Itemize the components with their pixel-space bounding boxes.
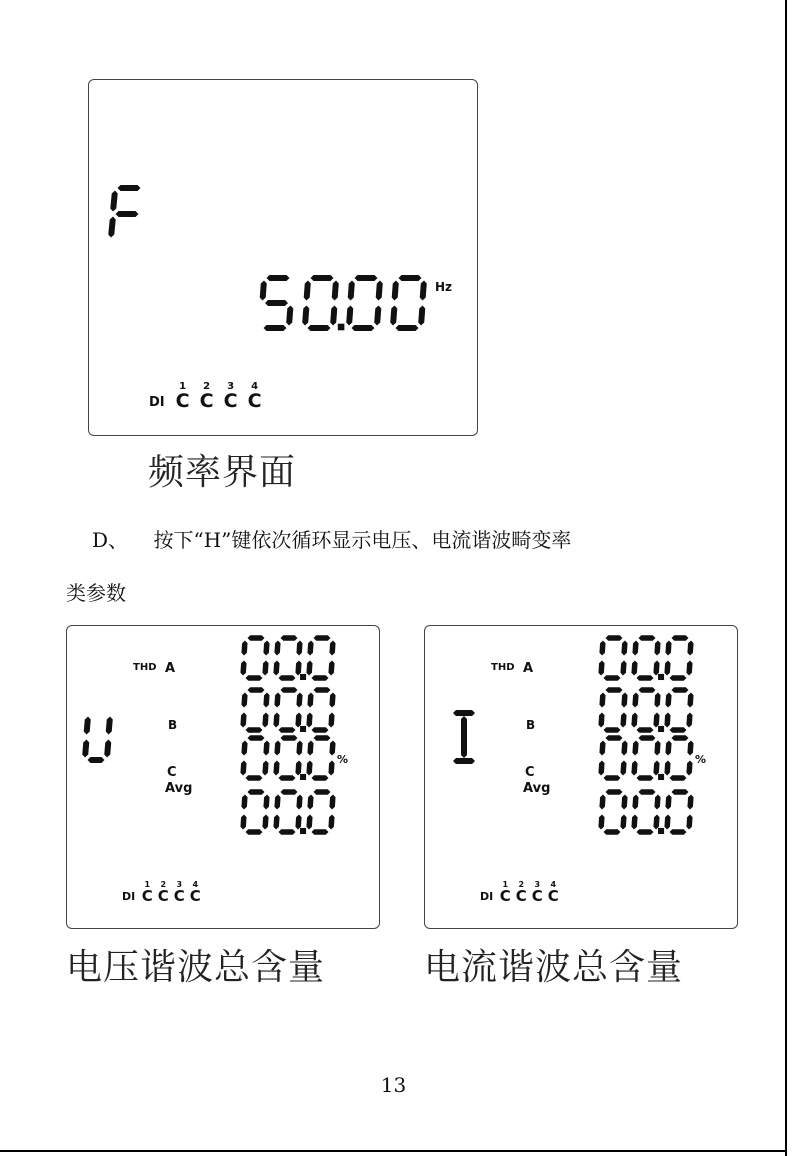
- mode-letter-U-seg-b: [106, 717, 113, 735]
- thd-row-3-digit-seg-c: [295, 761, 301, 776]
- thd-row-3-digit-seg-f: [665, 741, 671, 756]
- thd-row-4-digit-seg-f: [665, 795, 671, 810]
- phase-b-label: B: [526, 718, 536, 732]
- phase-c-label: C: [167, 765, 177, 780]
- di-channel-1: 1 C: [499, 880, 511, 905]
- average-label: Avg: [523, 781, 551, 796]
- di-channel-3: 3 C: [173, 880, 185, 905]
- thd-row-4-digit-seg-f: [274, 795, 280, 810]
- thd-row-2-digit-seg-e: [240, 713, 246, 728]
- thd-row-2-digit-seg-f: [632, 693, 638, 708]
- thd-row-3-digit-seg-e: [631, 761, 637, 776]
- thd-row-2-digit-seg-d: [670, 727, 687, 733]
- thd-row-2-digit-seg-e: [306, 713, 312, 728]
- thd-row-4-digit-seg-a: [281, 789, 298, 795]
- thd-row-3-digit-seg-d: [312, 775, 329, 781]
- thd-row-4-digit-seg-d: [637, 829, 654, 835]
- phase-a-label: A: [523, 661, 534, 676]
- mode-letter-U-seg-f: [84, 717, 91, 735]
- thd-row-2-digit-seg-a: [672, 687, 689, 693]
- thd-row-1-digit-seg-c: [262, 661, 268, 676]
- thd-row-1-digit-seg-b: [654, 641, 660, 656]
- phase-a-label: A: [165, 661, 176, 676]
- frequency-value-digit-seg-c: [330, 306, 337, 326]
- thd-row-3-digit-seg-c: [620, 761, 626, 776]
- mode-letter-F-seg-g: [116, 211, 139, 217]
- thd-row-1-digit-seg-e: [631, 661, 637, 676]
- thd-row-3-digit-seg-c: [262, 761, 268, 776]
- phase-b-label: B: [168, 718, 178, 732]
- thd-row-2-digit-seg-e: [631, 713, 637, 728]
- thd-row-1-digit-seg-e: [240, 661, 246, 676]
- thd-row-2-digit-seg-b: [296, 693, 302, 708]
- frequency-value-digit-seg-f: [260, 281, 267, 301]
- thd-row-1-digit-seg-f: [665, 641, 671, 656]
- thd-row-3-digit-seg-d: [604, 775, 621, 781]
- frequency-value-digit-seg-a: [355, 275, 378, 281]
- mode-letter-U-seg-d: [88, 757, 105, 763]
- instruction-line-1: D、 按下“H”键依次循环显示电压、电流谐波畸变率: [92, 528, 572, 552]
- thd-row-2-digit-seg-c: [262, 713, 268, 728]
- frequency-value-digit-seg-a: [399, 275, 422, 281]
- thd-row-1-digit-seg-c: [620, 661, 626, 676]
- average-label: Avg: [165, 781, 193, 796]
- thd-row-2-digit-seg-a: [639, 687, 656, 693]
- thd-row-2-digit-seg-d: [604, 727, 621, 733]
- thd-row-2-digit-seg-b: [621, 693, 627, 708]
- thd-row-4-digit-seg-b: [296, 795, 302, 810]
- page-border-bottom: [0, 1150, 787, 1152]
- thd-row-4-decimal-point: [300, 828, 306, 834]
- thd-row-2-digit-seg-b: [687, 693, 693, 708]
- voltage-lcd-segments: [67, 626, 379, 928]
- thd-row-4-digit-seg-a: [672, 789, 689, 795]
- mode-letter-U-seg-e: [82, 740, 89, 758]
- di-channel-2: 2 C: [199, 381, 214, 412]
- thd-row-1-decimal-point: [300, 674, 306, 680]
- thd-row-1-digit-seg-c: [686, 661, 692, 676]
- frequency-value-digit-seg-f: [392, 281, 399, 301]
- thd-row-3-digit-seg-f: [632, 741, 638, 756]
- thd-row-2-digit-seg-c: [653, 713, 659, 728]
- thd-row-4-digit-seg-d: [670, 829, 687, 835]
- frequency-value-digit-seg-d: [396, 325, 419, 331]
- thd-row-1-digit-seg-a: [606, 635, 623, 641]
- frequency-value-digit-seg-a: [311, 275, 334, 281]
- thd-row-1-digit-seg-c: [653, 661, 659, 676]
- thd-row-3-digit-seg-d: [279, 775, 296, 781]
- percent-unit-label: %: [695, 753, 707, 766]
- mode-letter-U-seg-c: [104, 740, 111, 758]
- thd-row-2-digit-seg-f: [599, 693, 605, 708]
- thd-row-2-digit-seg-f: [307, 693, 313, 708]
- thd-row-3-digit-seg-e: [664, 761, 670, 776]
- frequency-lcd-segments: [89, 80, 477, 435]
- thd-row-4-digit-seg-f: [632, 795, 638, 810]
- thd-row-1-digit-seg-f: [241, 641, 247, 656]
- thd-row-4-digit-seg-b: [687, 795, 693, 810]
- thd-row-4-digit-seg-b: [654, 795, 660, 810]
- thd-row-1-digit-seg-f: [632, 641, 638, 656]
- thd-row-4-digit-seg-d: [312, 829, 329, 835]
- di-label: DI: [122, 890, 136, 903]
- thd-row-4-digit-seg-c: [653, 815, 659, 830]
- thd-row-1-digit-seg-e: [306, 661, 312, 676]
- thd-row-1-digit-seg-a: [639, 635, 656, 641]
- thd-row-4-digit-seg-f: [241, 795, 247, 810]
- thd-row-4-digit-seg-b: [621, 795, 627, 810]
- thd-row-3-digit-seg-e: [598, 761, 604, 776]
- di-channel-4: 4 C: [189, 880, 201, 905]
- thd-label: THD: [491, 662, 515, 673]
- percent-unit-label: %: [337, 753, 349, 766]
- thd-row-3-digit-seg-d: [246, 775, 263, 781]
- frequency-value-decimal-point: [338, 324, 345, 331]
- thd-row-3-digit-seg-c: [328, 761, 334, 776]
- thd-row-1-digit-seg-e: [598, 661, 604, 676]
- thd-row-1-digit-seg-b: [621, 641, 627, 656]
- di-channel-1: 1 C: [175, 381, 190, 412]
- frequency-value-digit-seg-a: [267, 275, 290, 281]
- thd-row-2-digit-seg-e: [598, 713, 604, 728]
- thd-row-2-digit-seg-f: [665, 693, 671, 708]
- thd-row-1-digit-seg-f: [599, 641, 605, 656]
- thd-row-3-digit-seg-b: [296, 741, 302, 756]
- di-channel-4: 4 C: [247, 381, 262, 412]
- thd-row-2-digit-seg-d: [246, 727, 263, 733]
- current-screen-caption: 电流谐波总含量: [424, 947, 684, 988]
- thd-row-4-digit-seg-c: [686, 815, 692, 830]
- di-label: DI: [149, 395, 165, 410]
- thd-row-3-digit-seg-d: [670, 775, 687, 781]
- frequency-value-digit-seg-e: [346, 306, 353, 326]
- thd-row-4-digit-seg-a: [639, 789, 656, 795]
- thd-row-4-digit-seg-d: [604, 829, 621, 835]
- mode-letter-F-seg-f: [110, 191, 117, 212]
- thd-row-4-digit-seg-c: [262, 815, 268, 830]
- thd-row-1-digit-seg-c: [295, 661, 301, 676]
- thd-row-1-digit-seg-d: [637, 675, 654, 681]
- frequency-screen-caption: 频率界面: [148, 452, 297, 493]
- thd-row-3-digit-seg-e: [306, 761, 312, 776]
- thd-row-2-digit-seg-c: [620, 713, 626, 728]
- thd-row-4-digit-seg-c: [295, 815, 301, 830]
- thd-row-4-digit-seg-e: [664, 815, 670, 830]
- thd-row-4-digit-seg-e: [598, 815, 604, 830]
- thd-row-1-decimal-point: [658, 674, 664, 680]
- frequency-value-digit-seg-c: [418, 306, 425, 326]
- thd-row-1-digit-seg-c: [328, 661, 334, 676]
- frequency-value-digit-seg-c: [374, 306, 381, 326]
- thd-row-1-digit-seg-d: [604, 675, 621, 681]
- thd-row-2-digit-seg-f: [241, 693, 247, 708]
- thd-row-1-digit-seg-e: [664, 661, 670, 676]
- frequency-lcd-screen: [88, 79, 478, 436]
- thd-row-3-digit-seg-a: [672, 735, 689, 741]
- thd-row-1-digit-seg-f: [274, 641, 280, 656]
- thd-row-2-digit-seg-e: [273, 713, 279, 728]
- thd-row-3-digit-seg-f: [599, 741, 605, 756]
- thd-row-3-digit-seg-a: [639, 735, 656, 741]
- thd-row-4-digit-seg-f: [307, 795, 313, 810]
- mode-letter-F-seg-a: [118, 185, 141, 191]
- page-number: 13: [380, 1073, 407, 1097]
- thd-row-2-digit-seg-b: [329, 693, 335, 708]
- di-channel-3: 3 C: [531, 880, 543, 905]
- thd-row-2-decimal-point: [658, 726, 664, 732]
- thd-row-3-digit-seg-a: [281, 735, 298, 741]
- frequency-value-digit-seg-e: [302, 306, 309, 326]
- thd-row-1-digit-seg-a: [672, 635, 689, 641]
- thd-row-2-digit-seg-a: [606, 687, 623, 693]
- thd-row-4-digit-seg-e: [273, 815, 279, 830]
- di-channel-3: 3 C: [223, 381, 238, 412]
- thd-row-3-digit-seg-b: [687, 741, 693, 756]
- mode-letter-I-seg-top: [453, 710, 475, 716]
- frequency-value-digit-seg-b: [420, 281, 427, 301]
- thd-row-4-digit-seg-b: [329, 795, 335, 810]
- thd-row-1-digit-seg-d: [246, 675, 263, 681]
- frequency-value-digit-seg-g: [265, 300, 288, 306]
- thd-row-1-digit-seg-b: [263, 641, 269, 656]
- thd-row-4-digit-seg-c: [328, 815, 334, 830]
- thd-row-2-digit-seg-d: [312, 727, 329, 733]
- thd-row-3-digit-seg-d: [637, 775, 654, 781]
- thd-row-1-digit-seg-a: [281, 635, 298, 641]
- thd-row-3-digit-seg-a: [606, 735, 623, 741]
- thd-row-4-digit-seg-d: [279, 829, 296, 835]
- thd-row-4-digit-seg-a: [606, 789, 623, 795]
- thd-row-3-digit-seg-b: [654, 741, 660, 756]
- thd-row-2-digit-seg-a: [248, 687, 265, 693]
- thd-row-1-digit-seg-f: [307, 641, 313, 656]
- di-channel-1: 1 C: [141, 880, 153, 905]
- thd-row-3-digit-seg-f: [274, 741, 280, 756]
- thd-row-4-decimal-point: [658, 828, 664, 834]
- thd-label: THD: [133, 662, 157, 673]
- mode-letter-F-seg-e: [108, 217, 115, 238]
- frequency-value-digit-seg-f: [304, 281, 311, 301]
- thd-row-2-digit-seg-a: [314, 687, 331, 693]
- instruction-line-2: 类参数: [66, 581, 126, 605]
- thd-row-2-digit-seg-c: [295, 713, 301, 728]
- current-di-indicators: [480, 881, 561, 903]
- thd-row-2-digit-seg-b: [263, 693, 269, 708]
- thd-row-1-digit-seg-d: [279, 675, 296, 681]
- mode-letter-I-seg-bottom: [453, 758, 475, 764]
- frequency-value-digit-seg-b: [332, 281, 339, 301]
- thd-row-2-digit-seg-e: [664, 713, 670, 728]
- thd-row-1-digit-seg-b: [687, 641, 693, 656]
- thd-row-3-digit-seg-b: [263, 741, 269, 756]
- thd-row-1-digit-seg-b: [296, 641, 302, 656]
- thd-row-2-digit-seg-d: [279, 727, 296, 733]
- thd-row-1-digit-seg-d: [312, 675, 329, 681]
- thd-row-4-digit-seg-e: [306, 815, 312, 830]
- thd-row-2-digit-seg-b: [654, 693, 660, 708]
- thd-row-1-digit-seg-b: [329, 641, 335, 656]
- thd-row-2-digit-seg-d: [637, 727, 654, 733]
- frequency-value-digit-seg-d: [352, 325, 375, 331]
- thd-row-4-digit-seg-a: [248, 789, 265, 795]
- thd-row-4-digit-seg-e: [631, 815, 637, 830]
- voltage-thd-lcd-screen: [66, 625, 380, 929]
- frequency-value-digit-seg-e: [390, 306, 397, 326]
- thd-row-3-digit-seg-c: [686, 761, 692, 776]
- thd-row-2-digit-seg-f: [274, 693, 280, 708]
- current-lcd-segments: [425, 626, 737, 928]
- thd-row-3-digit-seg-f: [307, 741, 313, 756]
- frequency-value-digit-seg-b: [376, 281, 383, 301]
- di-label: DI: [480, 890, 494, 903]
- thd-row-3-decimal-point: [300, 774, 306, 780]
- page-border-right: [785, 0, 787, 1156]
- thd-row-3-digit-seg-e: [240, 761, 246, 776]
- frequency-unit-label: Hz: [435, 280, 453, 294]
- thd-row-3-digit-seg-f: [241, 741, 247, 756]
- thd-row-3-digit-seg-b: [621, 741, 627, 756]
- voltage-screen-caption: 电压谐波总含量: [66, 947, 326, 988]
- frequency-value-digit-seg-f: [348, 281, 355, 301]
- voltage-di-indicators: [122, 881, 203, 903]
- di-channel-2: 2 C: [157, 880, 169, 905]
- frequency-value-digit-seg-d: [264, 325, 287, 331]
- thd-row-4-digit-seg-e: [240, 815, 246, 830]
- thd-row-1-digit-seg-e: [273, 661, 279, 676]
- di-channel-4: 4 C: [547, 880, 559, 905]
- thd-row-2-digit-seg-a: [281, 687, 298, 693]
- frequency-value-digit-seg-c: [286, 306, 293, 326]
- thd-row-4-digit-seg-f: [599, 795, 605, 810]
- thd-row-3-decimal-point: [658, 774, 664, 780]
- current-thd-lcd-screen: [424, 625, 738, 929]
- di-channel-2: 2 C: [515, 880, 527, 905]
- thd-row-4-digit-seg-d: [246, 829, 263, 835]
- thd-row-3-digit-seg-a: [248, 735, 265, 741]
- thd-row-2-decimal-point: [300, 726, 306, 732]
- thd-row-4-digit-seg-c: [620, 815, 626, 830]
- thd-row-1-digit-seg-a: [314, 635, 331, 641]
- phase-c-label: C: [525, 765, 535, 780]
- thd-row-1-digit-seg-a: [248, 635, 265, 641]
- thd-row-2-digit-seg-c: [686, 713, 692, 728]
- thd-row-4-digit-seg-b: [263, 795, 269, 810]
- thd-row-3-digit-seg-b: [329, 741, 335, 756]
- thd-row-3-digit-seg-c: [653, 761, 659, 776]
- thd-row-1-digit-seg-d: [670, 675, 687, 681]
- thd-row-3-digit-seg-e: [273, 761, 279, 776]
- frequency-value-digit-seg-d: [308, 325, 331, 331]
- thd-row-2-digit-seg-c: [328, 713, 334, 728]
- frequency-di-indicators: [149, 382, 267, 410]
- thd-row-4-digit-seg-a: [314, 789, 331, 795]
- mode-letter-I-seg-stem: [461, 716, 467, 758]
- thd-row-3-digit-seg-a: [314, 735, 331, 741]
